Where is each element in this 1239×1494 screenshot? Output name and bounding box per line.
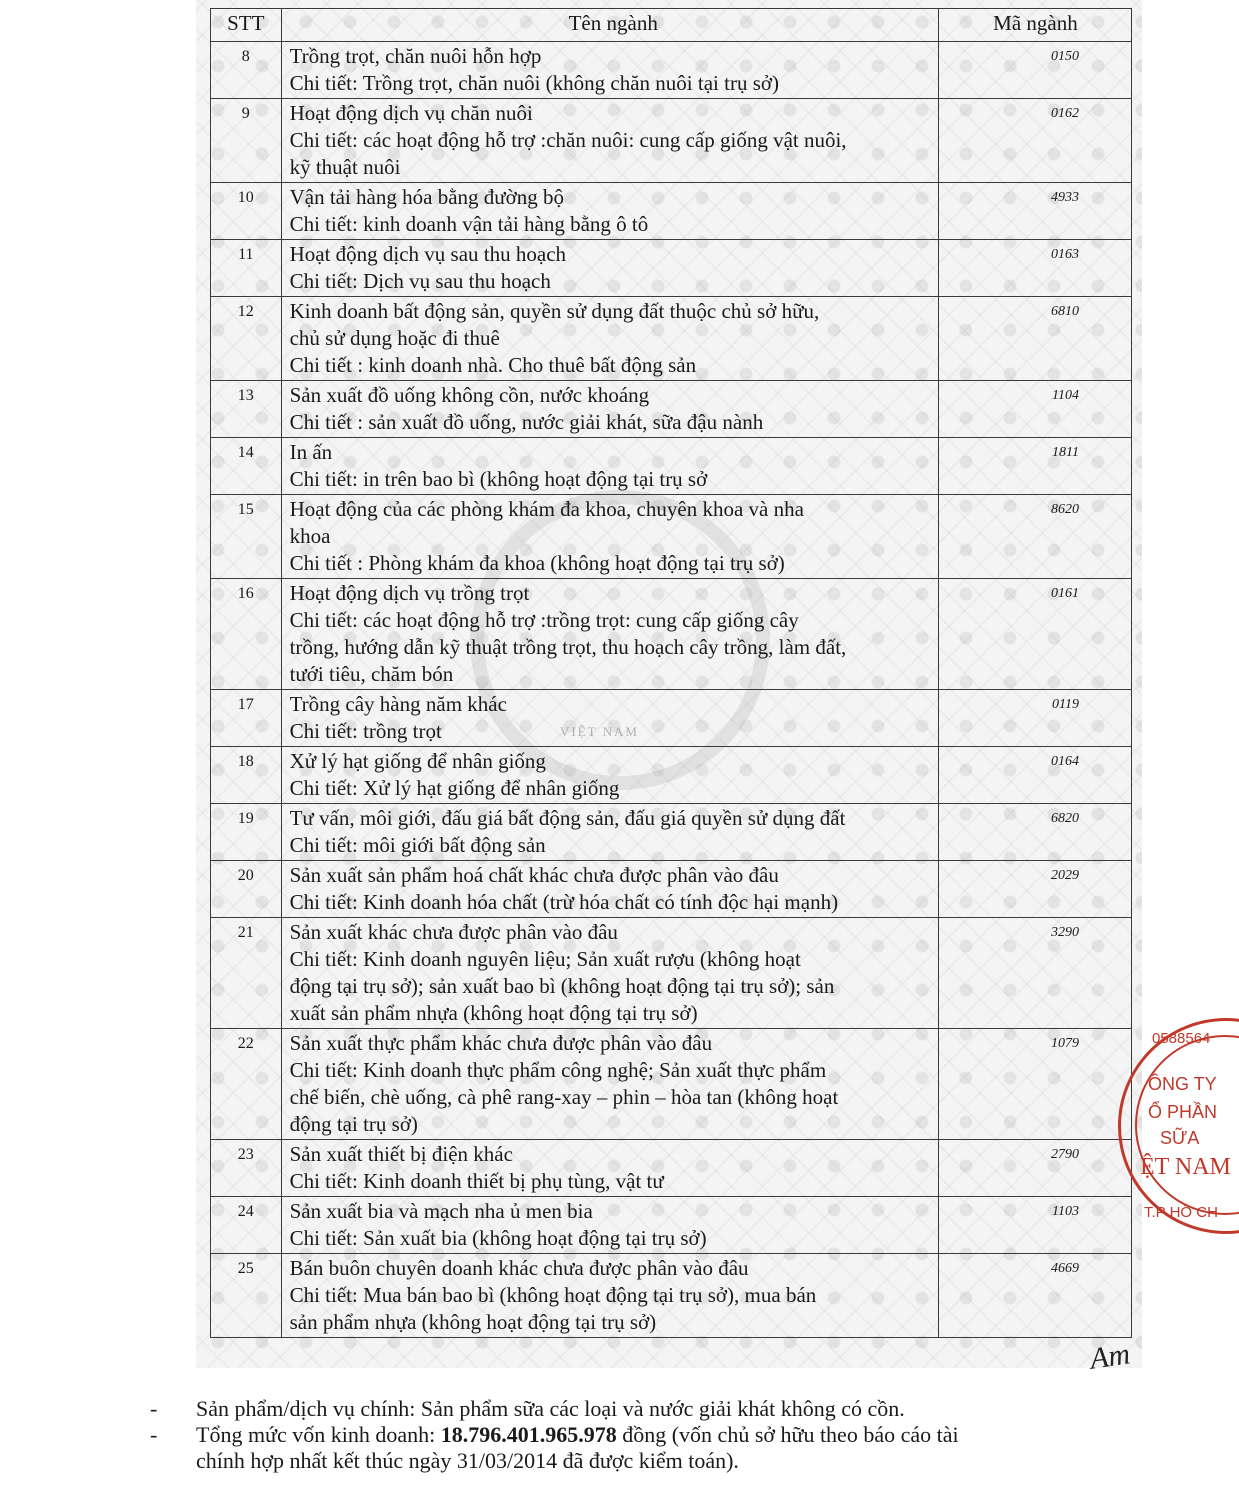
table-row <box>211 381 1132 438</box>
industry-detail-line: Chi tiết : sản xuất đồ uống, nước giải khát, sữa đậu nành <box>289 410 764 434</box>
row-code: 1104 <box>938 381 1131 438</box>
stamp-text-company: ÔNG TY <box>1148 1074 1217 1094</box>
table-row <box>211 861 1132 918</box>
industry-detail-line: Chi tiết: Xử lý hạt giống để nhân giống <box>289 776 620 800</box>
industry-name: Sản xuất khác chưa được phân vào đâu <box>289 920 618 944</box>
row-stt: 22 <box>211 1029 282 1140</box>
row-name <box>281 99 938 183</box>
industry-name: Hoạt động dịch vụ chăn nuôi <box>289 101 533 125</box>
industry-name: Sản xuất sản phẩm hoá chất khác chưa được phân vào đâu <box>289 863 779 887</box>
table-row <box>211 495 1132 579</box>
header-name: Tên ngành <box>281 9 938 42</box>
row-name <box>281 183 938 240</box>
note-main-products <box>150 1396 1150 1422</box>
header-code: Mã ngành <box>938 9 1131 42</box>
industry-name: Hoạt động của các phòng khám đa khoa, chuyên khoa và nha <box>289 497 804 521</box>
row-stt: 16 <box>211 579 282 690</box>
row-code: 2790 <box>938 1140 1131 1197</box>
table-row <box>211 438 1132 495</box>
industry-name: Sản xuất bia và mạch nha ủ men bia <box>289 1199 593 1223</box>
row-name <box>281 42 938 99</box>
row-name <box>281 495 938 579</box>
row-name <box>281 918 938 1029</box>
row-stt: 24 <box>211 1197 282 1254</box>
industry-name: Trồng trọt, chăn nuôi hỗn hợp <box>289 44 542 68</box>
industry-detail-line: Chi tiết: Kinh doanh thực phẩm công nghệ; Sản xuất thực phẩm <box>289 1058 827 1082</box>
row-name <box>281 579 938 690</box>
stamp-text-milk: SỮA <box>1160 1128 1200 1148</box>
table-row <box>211 579 1132 690</box>
bullet-dash: - <box>150 1396 158 1421</box>
row-name <box>281 747 938 804</box>
table-row <box>211 918 1132 1029</box>
bullet-dash: - <box>150 1422 158 1447</box>
row-name <box>281 1029 938 1140</box>
row-name <box>281 297 938 381</box>
industry-detail-line: động tại trụ sở); sản xuất bao bì (không hoạt động tại trụ sở); sản <box>289 974 835 998</box>
stamp-text-city: T.P HỒ CH <box>1144 1204 1218 1221</box>
industry-name: In ấn <box>289 440 333 464</box>
row-stt: 17 <box>211 690 282 747</box>
industry-name: Sản xuất đồ uống không cồn, nước khoáng <box>289 383 650 407</box>
row-code: 0161 <box>938 579 1131 690</box>
industry-detail-line: Chi tiết: in trên bao bì (không hoạt động tại trụ sở <box>289 467 708 491</box>
row-code: 4669 <box>938 1254 1131 1338</box>
note-total-capital <box>150 1422 1150 1474</box>
row-code: 3290 <box>938 918 1131 1029</box>
table-row <box>211 240 1132 297</box>
table-row <box>211 690 1132 747</box>
row-code: 0119 <box>938 690 1131 747</box>
row-code: 0164 <box>938 747 1131 804</box>
note-capital-line2: chính hợp nhất kết thúc ngày 31/03/2014 đã được kiểm toán). <box>196 1448 739 1473</box>
header-stt: STT <box>211 9 282 42</box>
row-name <box>281 804 938 861</box>
table-row <box>211 1197 1132 1254</box>
row-stt: 21 <box>211 918 282 1029</box>
row-stt: 10 <box>211 183 282 240</box>
row-name <box>281 438 938 495</box>
industry-detail-line: Chi tiết: kinh doanh vận tải hàng bằng ô tô <box>289 212 649 236</box>
industry-name: Sản xuất thiết bị điện khác <box>289 1142 513 1166</box>
industry-detail-line: chế biến, chè uống, cà phê rang-xay – phin – hòa tan (không hoạt <box>289 1085 839 1109</box>
industry-detail-line: xuất sản phẩm nhựa (không hoạt động tại trụ sở) <box>289 1001 698 1025</box>
stamp-text-vietnam: ỆT NAM <box>1140 1154 1231 1180</box>
row-stt: 18 <box>211 747 282 804</box>
row-name <box>281 240 938 297</box>
stamp-text-number: 0588564 <box>1152 1030 1211 1047</box>
industry-detail-line: động tại trụ sở) <box>289 1112 418 1136</box>
row-stt: 15 <box>211 495 282 579</box>
row-code: 1079 <box>938 1029 1131 1140</box>
row-stt: 8 <box>211 42 282 99</box>
row-name <box>281 1140 938 1197</box>
row-stt: 9 <box>211 99 282 183</box>
row-stt: 20 <box>211 861 282 918</box>
industry-name: Hoạt động dịch vụ sau thu hoạch <box>289 242 567 266</box>
table-row <box>211 183 1132 240</box>
industry-name: Bán buôn chuyên doanh khác chưa được phân vào đâu <box>289 1256 749 1280</box>
table-row <box>211 1029 1132 1140</box>
industry-detail-line: Chi tiết: Sản xuất bia (không hoạt động tại trụ sở) <box>289 1226 707 1250</box>
row-code: 1103 <box>938 1197 1131 1254</box>
row-code: 1811 <box>938 438 1131 495</box>
row-name <box>281 381 938 438</box>
industry-detail-line: Chi tiết: Dịch vụ sau thu hoạch <box>289 269 551 293</box>
row-code: 0150 <box>938 42 1131 99</box>
industry-detail-line: Chi tiết: trồng trọt <box>289 719 442 743</box>
row-stt: 19 <box>211 804 282 861</box>
notes-list <box>150 1396 1150 1474</box>
emblem-watermark-text: VIỆT NAM <box>560 724 639 739</box>
row-stt: 13 <box>211 381 282 438</box>
row-name <box>281 690 938 747</box>
industry-detail-line: chủ sử dụng hoặc đi thuê <box>289 326 500 350</box>
industry-name: Hoạt động dịch vụ trồng trọt <box>289 581 530 605</box>
industry-detail-line: Chi tiết: Kinh doanh nguyên liệu; Sản xuất rượu (không hoạt <box>289 947 801 971</box>
row-code: 6810 <box>938 297 1131 381</box>
industry-detail-line: Chi tiết: Kinh doanh thiết bị phụ tùng, vật tư <box>289 1169 664 1193</box>
table-row <box>211 42 1132 99</box>
industry-detail-line: Chi tiết: môi giới bất động sản <box>289 833 546 857</box>
table-row <box>211 747 1132 804</box>
stamp-text-joint-stock: Ổ PHẦN <box>1148 1102 1218 1122</box>
industry-detail-line: Chi tiết: Mua bán bao bì (không hoạt động tại trụ sở), mua bán <box>289 1283 817 1307</box>
industry-detail-line: khoa <box>289 524 331 548</box>
row-stt: 25 <box>211 1254 282 1338</box>
row-code: 0162 <box>938 99 1131 183</box>
industry-detail-line: Chi tiết: các hoạt động hỗ trợ :trồng trọt: cung cấp giống cây <box>289 608 799 632</box>
industry-detail-line: Chi tiết: Trồng trọt, chăn nuôi (không chăn nuôi tại trụ sở) <box>289 71 779 95</box>
industry-detail-line: Chi tiết : kinh doanh nhà. Cho thuê bất động sản <box>289 353 697 377</box>
table-row <box>211 1140 1132 1197</box>
industry-name: Sản xuất thực phẩm khác chưa được phân vào đâu <box>289 1031 713 1055</box>
row-stt: 12 <box>211 297 282 381</box>
row-code: 8620 <box>938 495 1131 579</box>
row-name <box>281 1254 938 1338</box>
table-header-row <box>211 9 1132 42</box>
table-row <box>211 1254 1132 1338</box>
industry-detail-line: Chi tiết: các hoạt động hỗ trợ :chăn nuôi: cung cấp giống vật nuôi, <box>289 128 847 152</box>
industry-name: Kinh doanh bất động sản, quyền sử dụng đất thuộc chủ sở hữu, <box>289 299 820 323</box>
row-name <box>281 1197 938 1254</box>
row-name <box>281 861 938 918</box>
industry-detail-line: kỹ thuật nuôi <box>289 155 401 179</box>
business-lines-table <box>210 8 1132 1338</box>
industry-detail-line: Chi tiết : Phòng khám đa khoa (không hoạt động tại trụ sở) <box>289 551 785 575</box>
note-capital-suffix: đồng (vốn chủ sở hữu theo báo cáo tài <box>616 1422 959 1447</box>
note-main-products-text: Sản phẩm/dịch vụ chính: Sản phẩm sữa các loại và nước giải khát không có cồn. <box>196 1396 905 1421</box>
row-stt: 14 <box>211 438 282 495</box>
row-code: 2029 <box>938 861 1131 918</box>
table-row <box>211 804 1132 861</box>
row-code: 6820 <box>938 804 1131 861</box>
industry-name: Vận tải hàng hóa bằng đường bộ <box>289 185 565 209</box>
row-stt: 11 <box>211 240 282 297</box>
table-row <box>211 99 1132 183</box>
industry-detail-line: tưới tiêu, chăm bón <box>289 662 454 686</box>
industry-detail-line: sản phẩm nhựa (không hoạt động tại trụ sở) <box>289 1310 657 1334</box>
table-row <box>211 297 1132 381</box>
industry-detail-line: Chi tiết: Kinh doanh hóa chất (trừ hóa chất có tính độc hại mạnh) <box>289 890 839 914</box>
industry-name: Trồng cây hàng năm khác <box>289 692 507 716</box>
handwritten-signature: Am <box>1087 1337 1133 1376</box>
table-body <box>211 42 1132 1338</box>
note-capital-amount: 18.796.401.965.978 <box>440 1422 617 1447</box>
row-stt: 23 <box>211 1140 282 1197</box>
industry-name: Tư vấn, môi giới, đấu giá bất động sản, đấu giá quyền sử dụng đất <box>289 806 846 830</box>
note-capital-prefix: Tổng mức vốn kinh doanh: <box>196 1422 441 1447</box>
industry-detail-line: trồng, hướng dẫn kỹ thuật trồng trọt, thu hoạch cây trồng, làm đất, <box>289 635 847 659</box>
row-code: 0163 <box>938 240 1131 297</box>
row-code: 4933 <box>938 183 1131 240</box>
industry-name: Xử lý hạt giống để nhân giống <box>289 749 546 773</box>
